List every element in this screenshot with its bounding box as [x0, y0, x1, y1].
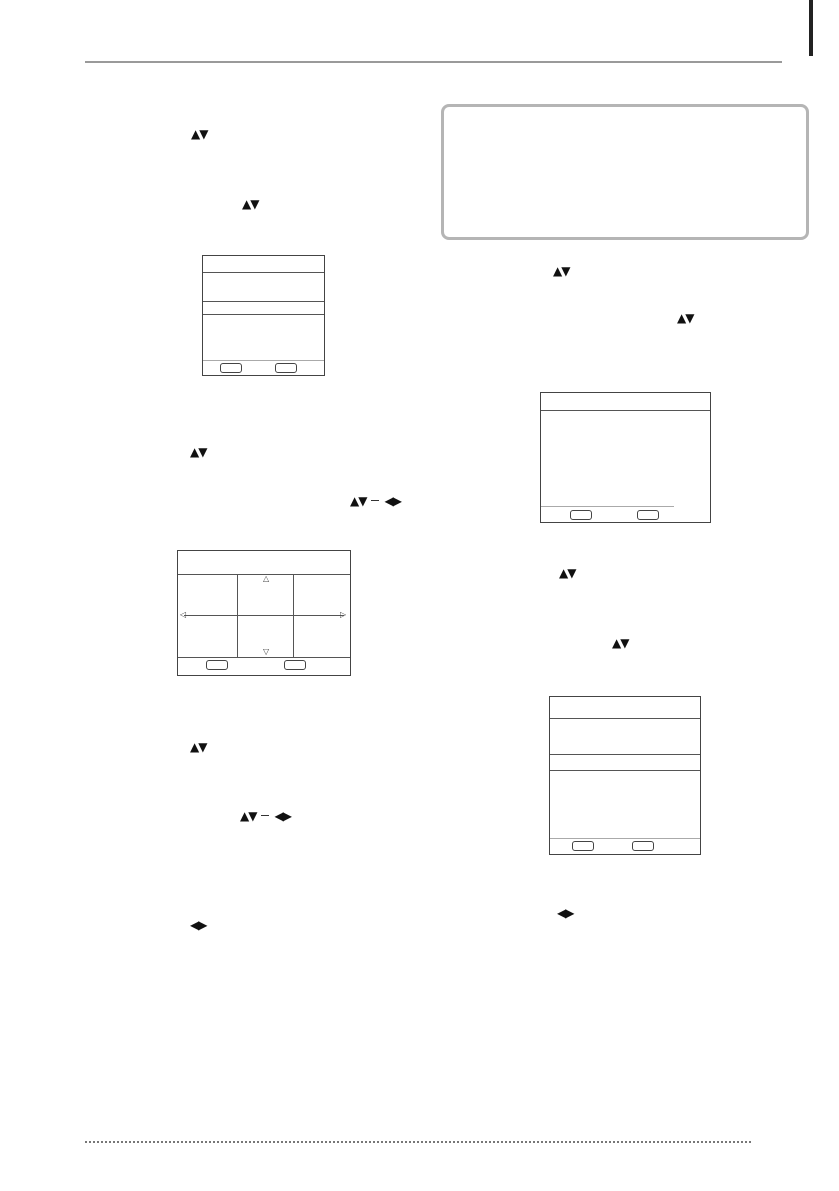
- menu-footer-divider: [550, 838, 700, 839]
- menu-footer-divider: [541, 506, 674, 507]
- menu-row-divider: [203, 314, 324, 315]
- menu-row-divider: [203, 301, 324, 302]
- up-down-arrows-icon: ▲▼: [553, 264, 570, 278]
- left-right-arrows-icon: ◀▶: [557, 906, 574, 920]
- up-down-arrows-icon: ▲▼: [190, 740, 207, 754]
- right-triangle-icon: ▷: [340, 610, 347, 619]
- up-down-arrows-icon: ▲▼: [677, 311, 694, 325]
- menu-key-left: [572, 841, 594, 851]
- menu-key-right: [632, 841, 654, 851]
- menu-row-divider: [550, 770, 700, 771]
- header-rule: [85, 61, 782, 63]
- menu-key-left: [220, 363, 242, 373]
- osd-menu-1: [202, 255, 325, 376]
- menu-key-left: [206, 660, 228, 670]
- page-edge-tab: [809, 0, 813, 56]
- up-down-arrows-icon: ▲▼: [190, 445, 207, 459]
- down-triangle-icon: ▽: [263, 647, 270, 656]
- up-down-arrows-icon: ▲▼: [612, 636, 629, 650]
- menu-footer-divider: [203, 360, 324, 361]
- menu-row-divider: [550, 754, 700, 755]
- osd-menu-4: [549, 696, 701, 855]
- grid-center-line: [184, 615, 344, 616]
- up-down-arrows-icon: ▲▼: [559, 566, 576, 580]
- osd-position-grid: [177, 550, 351, 676]
- direction-arrows-icon: ▲▼ ◀▶: [350, 494, 401, 508]
- menu-title-divider: [203, 272, 324, 273]
- left-triangle-icon: ◁: [180, 610, 187, 619]
- up-down-arrows-icon: ▲▼: [242, 197, 259, 211]
- menu-key-right: [637, 510, 659, 520]
- menu-key-right: [275, 363, 297, 373]
- up-triangle-icon: △: [263, 574, 270, 583]
- menu-title-divider: [550, 718, 700, 719]
- direction-arrows-icon: ▲▼ ◀▶: [240, 809, 291, 823]
- left-right-arrows-icon: ◀▶: [190, 918, 207, 932]
- osd-menu-3: [540, 392, 711, 523]
- menu-key-right: [284, 660, 306, 670]
- grid-bottom-line: [178, 657, 350, 658]
- footer-dotted-rule: [85, 1141, 751, 1143]
- menu-key-left: [570, 510, 592, 520]
- menu-title-divider: [541, 410, 710, 411]
- note-box: [441, 104, 809, 240]
- up-down-arrows-icon: ▲▼: [191, 127, 208, 141]
